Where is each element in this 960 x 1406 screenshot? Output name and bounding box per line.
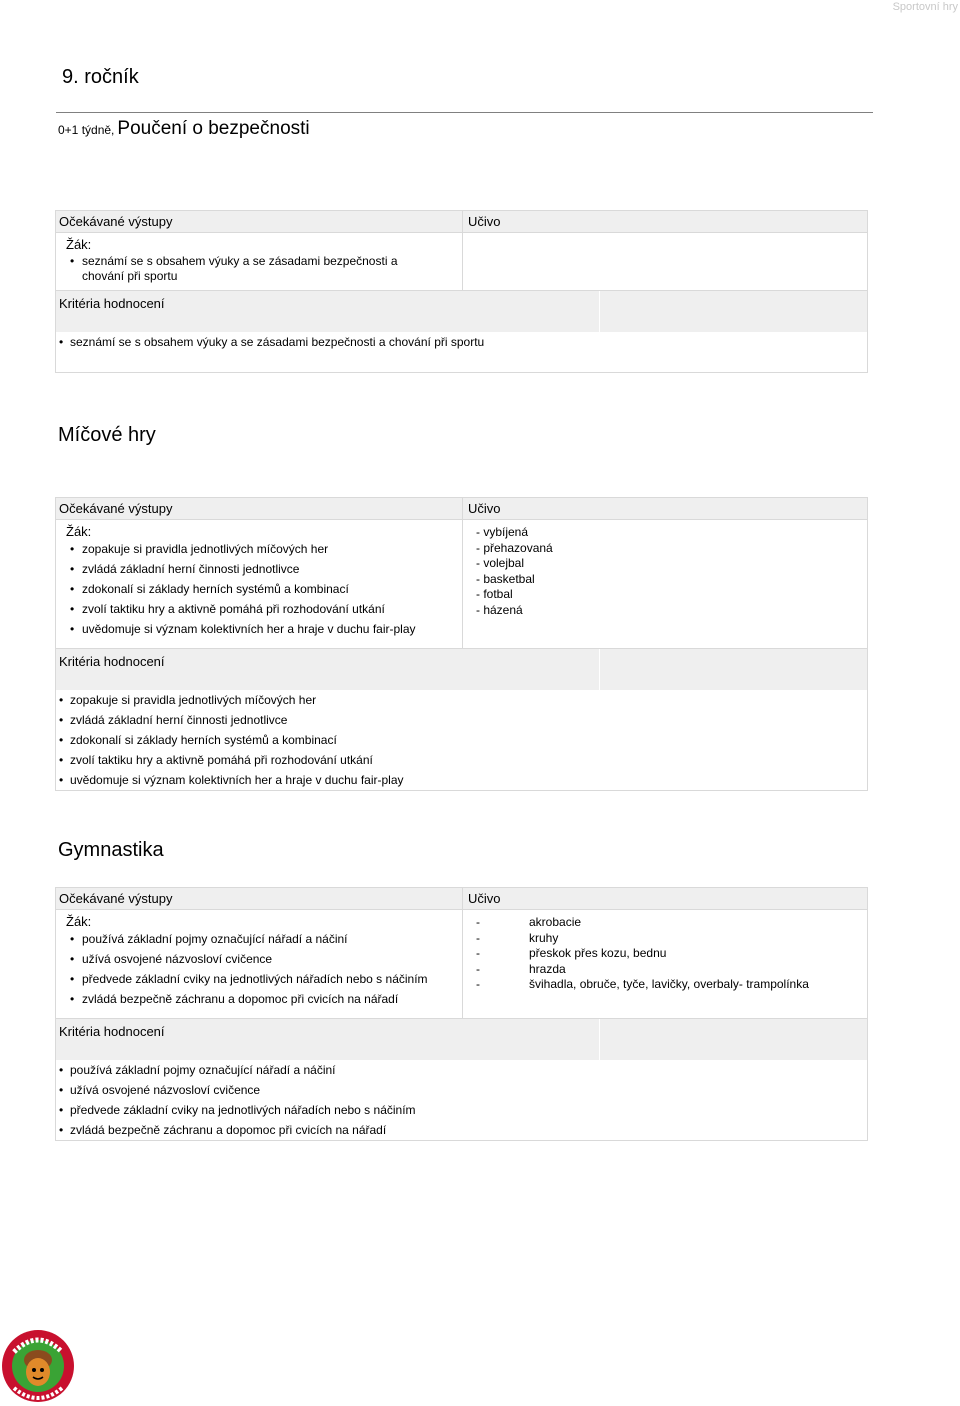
list-item: • zvolí taktiku hry a aktivně pomáhá při rozhodování utkání xyxy=(58,750,867,770)
list-item: • seznámí se s obsahem výuky a se zásadami bezpečnosti a chování při sportu xyxy=(70,254,416,284)
criteria-list xyxy=(56,1060,867,1140)
content-header: Učivo xyxy=(463,888,867,910)
section-title: Gymnastika xyxy=(58,839,164,861)
content-item: - hrazda xyxy=(476,961,566,976)
list-item: • zopakuje si pravidla jednotlivých míčových her xyxy=(58,690,867,710)
list-item: • používá základní pojmy označující nářadí a náčiní xyxy=(70,929,462,949)
criteria-header: Kritéria hodnocení xyxy=(56,649,599,690)
list-item: • uvědomuje si význam kolektivních her a hraje v duchu fair-play xyxy=(70,619,462,639)
intro-title: Poučení o bezpečnosti xyxy=(117,118,310,139)
list-item: • zdokonalí si základy herních systémů a kombinací xyxy=(70,579,462,599)
content-item: - akrobacie xyxy=(476,915,582,929)
list-item: • předvede základní cviky na jednotlivých nářadích nebo s náčiním xyxy=(70,969,462,989)
criteria-header: Kritéria hodnocení xyxy=(56,291,599,332)
list-item: • zvládá základní herní činnosti jednotlivce xyxy=(58,710,867,730)
list-item: • zopakuje si pravidla jednotlivých míčových her xyxy=(70,539,462,559)
content-header: Učivo xyxy=(463,211,867,233)
ball-games-table xyxy=(55,497,868,791)
criteria-header-row xyxy=(56,290,867,332)
content-header: Učivo xyxy=(463,498,867,520)
outcomes-cell xyxy=(56,888,462,1018)
list-item: • zvolí taktiku hry a aktivně pomáhá při rozhodování utkání xyxy=(70,599,462,619)
outcomes-header: Očekávané výstupy xyxy=(56,888,462,910)
list-item: • zdokonalí si základy herních systémů a kombinací xyxy=(58,730,867,750)
criteria-body xyxy=(56,690,867,790)
hours-text: 0+1 týdně, xyxy=(58,123,115,137)
pupil-label: Žák: xyxy=(66,237,92,252)
gymnastics-table xyxy=(55,887,868,1141)
content-list xyxy=(463,910,867,993)
list-item: • seznámí se s obsahem výuky a se zásadami bezpečnosti a chování při sportu xyxy=(58,332,867,352)
intro-line xyxy=(58,118,310,140)
criteria-header-row xyxy=(56,1018,867,1060)
list-item: • užívá osvojené názvosloví cvičence xyxy=(70,949,462,969)
pupil-label: Žák: xyxy=(66,914,92,929)
content-cell xyxy=(462,211,867,290)
list-item: • zvládá základní herní činnosti jednotlivce xyxy=(70,559,462,579)
outcomes-list xyxy=(56,254,416,284)
criteria-list xyxy=(56,690,867,790)
criteria-body xyxy=(56,332,867,372)
list-item: • předvede základní cviky na jednotlivých nářadích nebo s náčiním xyxy=(58,1100,867,1120)
heading-rule xyxy=(56,112,873,113)
acorn-icon xyxy=(26,1358,50,1386)
outcomes-header: Očekávané výstupy xyxy=(56,498,462,520)
list-item: • užívá osvojené názvosloví cvičence xyxy=(58,1080,867,1100)
pupil-label: Žák: xyxy=(66,524,92,539)
content-item: - kruhy xyxy=(476,930,559,945)
outcomes-list xyxy=(56,929,462,1009)
section-title: Míčové hry xyxy=(58,424,156,446)
outcomes-cell xyxy=(56,498,462,648)
content-item: - vybíjená xyxy=(476,525,529,539)
criteria-header-row xyxy=(56,648,867,690)
running-header: Sportovní hry xyxy=(892,1,958,13)
content-item: - přehazovaná xyxy=(476,540,553,555)
list-item: • zvládá bezpečně záchranu a dopomoc při cvicích na nářadí xyxy=(58,1120,867,1140)
criteria-header: Kritéria hodnocení xyxy=(56,1019,599,1060)
list-item: • používá základní pojmy označující nářadí a náčiní xyxy=(58,1060,867,1080)
content-item: - fotbal xyxy=(476,587,513,601)
content-item: - volejbal xyxy=(476,556,525,570)
content-item: - házená xyxy=(476,602,523,617)
content-cell xyxy=(462,498,867,648)
content-item: - švihadla, obruče, tyče, lavičky, overbaly- trampolínka xyxy=(476,977,809,991)
criteria-body xyxy=(56,1060,867,1140)
safety-table xyxy=(55,210,868,373)
content-item: - přeskok přes kozu, bednu xyxy=(476,946,667,960)
content-cell xyxy=(462,888,867,1018)
outcomes-list xyxy=(56,539,462,639)
content-item: - basketbal xyxy=(476,571,535,586)
content-list xyxy=(463,520,867,618)
criteria-list xyxy=(56,332,867,352)
outcomes-header: Očekávané výstupy xyxy=(56,211,462,233)
outcomes-cell xyxy=(56,211,462,290)
list-item: • uvědomuje si význam kolektivních her a hraje v duchu fair-play xyxy=(58,770,867,790)
list-item: • zvládá bezpečně záchranu a dopomoc při cvicích na nářadí xyxy=(70,989,462,1009)
grade-heading: 9. ročník xyxy=(62,66,139,88)
school-logo xyxy=(0,1322,80,1406)
